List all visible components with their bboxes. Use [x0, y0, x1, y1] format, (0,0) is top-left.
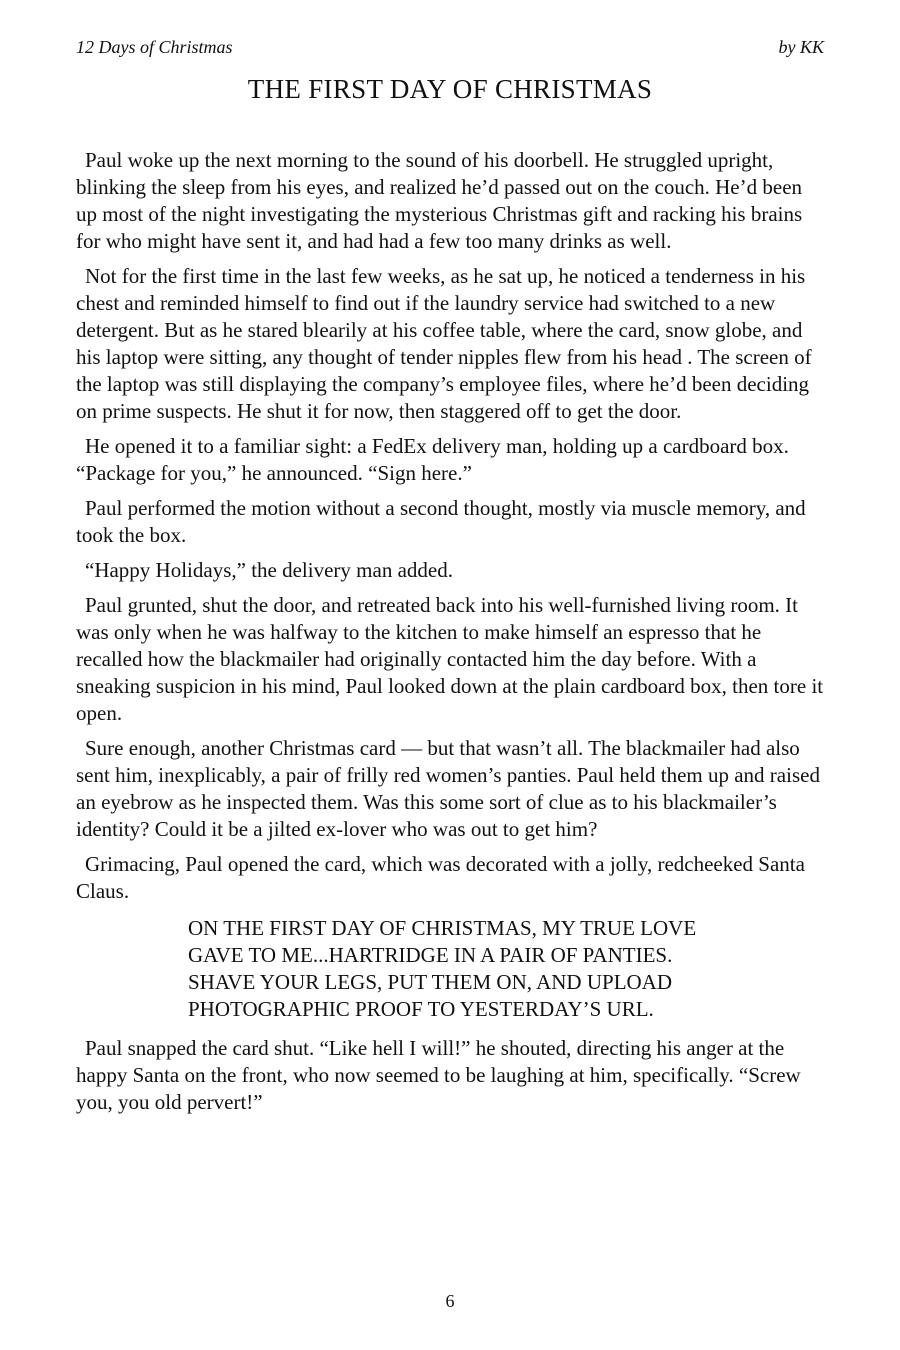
page-number: 6: [445, 1291, 455, 1311]
paragraph: Paul grunted, shut the door, and retreated back into his well-furnished living room. It was only when he was halfway to the kitchen to make himself an espresso that he recalled how the blackmailer had originally contacted him the day before. With a sneaking suspicion in his mind, Paul looked down at the plain cardboard box, then tore it open.: [76, 593, 824, 725]
paragraph: Paul performed the motion without a second thought, mostly via muscle memory, and took the box.: [76, 496, 806, 547]
book-title: 12 Days of Christmas: [76, 37, 233, 57]
paragraph: Grimacing, Paul opened the card, which was decorated with a jolly, redcheeked Santa Claus.: [76, 852, 805, 903]
card-message-quote: ON THE FIRST DAY OF CHRISTMAS, MY TRUE LOVE GAVE TO ME...HARTRIDGE IN A PAIR OF PANTIES. SHAVE YOUR LEGS, PUT THEM ON, AND UPLOAD PHOTOGRAPHIC PROOF TO YESTERDAY’S URL.: [188, 916, 697, 1021]
running-header: [76, 36, 824, 58]
paragraph: He opened it to a familiar sight: a FedEx delivery man, holding up a cardboard box. “Package for you,” he announced. “Sign here.”: [76, 434, 789, 485]
author-byline: by KK: [778, 37, 824, 57]
chapter-title: THE FIRST DAY OF CHRISTMAS: [247, 74, 653, 104]
paragraph: Paul woke up the next morning to the sound of his doorbell. He struggled upright, blinking the sleep from his eyes, and realized he’d passed out on the couch. He’d been up most of the night investigating the mysterious Christmas gift and racking his brains for who might have sent it, and had had a few too many drinks as well.: [76, 148, 803, 253]
body-text: [76, 147, 824, 1124]
paragraph: “Happy Holidays,” the delivery man added.: [85, 558, 453, 582]
paragraph: Sure enough, another Christmas card — but that wasn’t all. The blackmailer had also sent him, inexplicably, a pair of frilly red women’s panties. Paul held them up and raised an eyebrow as he inspected them. Was this some sort of clue as to his blackmailer’s identity? Could it be a jilted ex-lover who was out to get him?: [76, 736, 820, 841]
paragraph: Not for the first time in the last few weeks, as he sat up, he noticed a tenderness in his chest and reminded himself to find out if the laundry service had switched to a new detergent. But as he stared blearily at his coffee table, where the card, snow globe, and his laptop were sitting, any thought of tender nipples flew from his head . The screen of the laptop was still displaying the company’s employee files, where he’d been deciding on prime suspects. He shut it for now, then staggered off to get the door.: [76, 264, 812, 423]
paragraph: Paul snapped the card shut. “Like hell I will!” he shouted, directing his anger at the happy Santa on the front, who now seemed to be laughing at him, specifically. “Screw you, you old pervert!”: [76, 1036, 801, 1114]
